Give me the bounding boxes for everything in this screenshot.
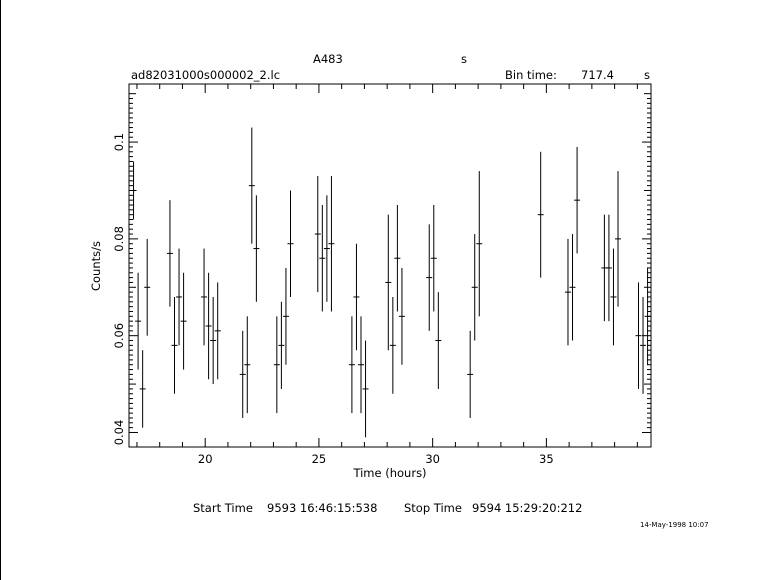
y-tick-label: 0.08 [112,226,126,252]
file-name: ad82031000s000002_2.lc [131,68,281,82]
x-tick-label: 35 [539,452,554,466]
plot-date: 14-May-1998 10:07 [640,521,709,529]
data-points [131,128,651,438]
x-tick-label: 30 [425,452,440,466]
bin-time-value: 717.4 [581,68,614,82]
stop-time-value: 9594 15:29:20:212 [472,501,583,515]
y-tick-label: 0.04 [112,419,126,446]
y-tick-label: 0.1 [112,132,126,152]
x-tick-label: 20 [197,452,213,466]
bin-time-label: Bin time: [505,68,557,82]
y-axis-label: Counts/s [89,240,103,292]
x-axis-ticks [137,84,637,466]
x-axis-label: Time (hours) [353,466,427,480]
y-tick-label: 0.06 [112,322,126,349]
y-axis-ticks [112,94,651,446]
stop-time-label: Stop Time [404,501,462,515]
bin-time-unit: s [644,68,650,82]
start-time-value: 9593 16:46:15:538 [267,501,378,515]
object-suffix: s [461,52,467,66]
x-tick-label: 25 [311,452,327,466]
object-name: A483 [313,52,343,66]
start-time-label: Start Time [193,501,253,515]
